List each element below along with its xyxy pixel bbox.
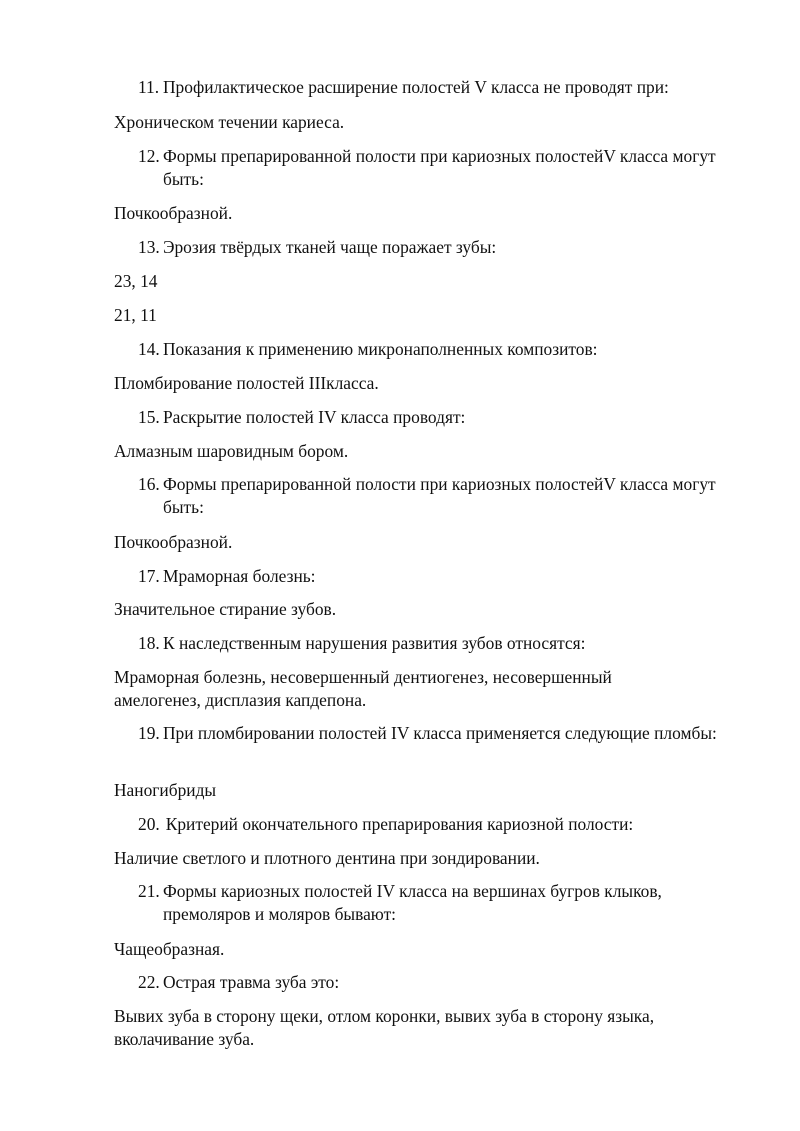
question-19 — [138, 722, 753, 745]
question-text: Формы препарированной полости при кариозных полостейV класса могут быть: — [163, 474, 716, 517]
question-22 — [138, 971, 753, 994]
question-text: Мраморная болезнь: — [163, 566, 316, 586]
answer-18: Мраморная болезнь, несовершенный дентиогенез, несовершенный амелогенез, дисплазия капдепона. — [114, 667, 612, 710]
question-14 — [138, 338, 753, 361]
question-15 — [138, 406, 753, 429]
question-number: 18. — [138, 633, 160, 653]
question-text: Показания к применению микронаполненных композитов: — [163, 339, 598, 359]
question-text: Формы кариозных полостей IV класса на вершинах бугров клыков, премоляров и моляров бывают: — [163, 881, 662, 924]
question-number: 22. — [138, 972, 160, 992]
question-20 — [138, 813, 753, 836]
question-18 — [138, 632, 753, 655]
question-11 — [138, 76, 753, 99]
question-13 — [138, 236, 753, 259]
answer-21: Чащеобразная. — [114, 939, 225, 959]
question-number: 16. — [138, 474, 160, 494]
question-number: 15. — [138, 407, 160, 427]
question-number: 14. — [138, 339, 160, 359]
question-text: Острая травма зуба это: — [163, 972, 340, 992]
answer-22: Вывих зуба в сторону щеки, отлом коронки, вывих зуба в сторону языка, вколачивание зуба. — [114, 1006, 655, 1049]
question-text: К наследственным нарушения развития зубов относятся: — [163, 633, 586, 653]
question-12 — [138, 145, 753, 191]
answer-12: Почкообразной. — [114, 203, 233, 223]
question-text: При пломбировании полостей IV класса применяется следующие пломбы: — [163, 723, 717, 743]
question-number: 20. — [138, 814, 160, 834]
question-number: 19. — [138, 723, 160, 743]
answer-19: Наногибриды — [114, 780, 217, 800]
answer-16: Почкообразной. — [114, 532, 233, 552]
answer-13-a: 23, 14 — [114, 271, 158, 291]
answer-13-b: 21, 11 — [114, 305, 157, 325]
question-16 — [138, 473, 753, 519]
answer-15: Алмазным шаровидным бором. — [114, 441, 349, 461]
question-text: Формы препарированной полости при кариозных полостейV класса могут быть: — [163, 146, 716, 189]
question-number: 21. — [138, 881, 160, 901]
answer-14: Пломбирование полостей IIIкласса. — [114, 373, 379, 393]
question-number: 11. — [138, 77, 160, 97]
answer-20: Наличие светлого и плотного дентина при зондировании. — [114, 848, 540, 868]
question-text: Раскрытие полостей IV класса проводят: — [163, 407, 466, 427]
question-text: Критерий окончательного препарирования кариозной полости: — [165, 814, 634, 834]
answer-17: Значительное стирание зубов. — [114, 599, 337, 619]
answer-11: Хроническом течении кариеса. — [114, 112, 345, 132]
question-number: 13. — [138, 237, 160, 257]
question-number: 12. — [138, 146, 160, 166]
question-17 — [138, 565, 753, 588]
question-text: Эрозия твёрдых тканей чаще поражает зубы: — [163, 237, 497, 257]
question-text: Профилактическое расширение полостей V класса не проводят при: — [163, 77, 669, 97]
question-number: 17. — [138, 566, 160, 586]
question-21 — [138, 880, 753, 926]
